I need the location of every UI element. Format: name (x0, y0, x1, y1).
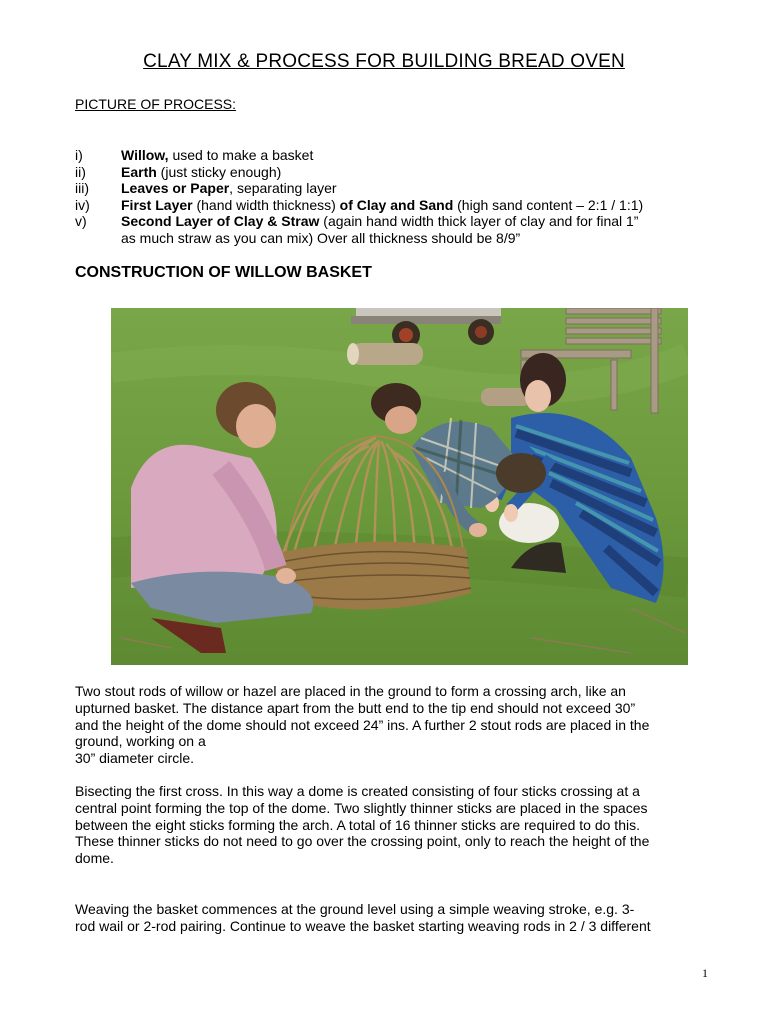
item-text: (high sand content – 2:1 / 1:1) (453, 196, 644, 213)
paragraph-line: and the height of the dome should not exceed 24” ins. A further 2 stout rods are placed in the (75, 716, 650, 733)
paragraph-line: Bisecting the first cross. In this way a dome is created consisting of four sticks crossing at a (75, 783, 640, 799)
paragraph-line: between the eight sticks forming the arch. A total of 16 thinner sticks are required to do this. (75, 816, 640, 833)
document-title: CLAY MIX & PROCESS FOR BUILDING BREAD OVEN (143, 51, 625, 72)
list-number: iv) (75, 196, 90, 213)
page-number: 1 (702, 966, 708, 980)
materials-list (75, 147, 715, 247)
paragraph-line: Two stout rods of willow or hazel are placed in the ground to form a crossing arch, like an (75, 683, 626, 699)
paragraph-line: 30” diameter circle. (75, 750, 195, 767)
item-text: (hand width thickness) (192, 196, 340, 213)
list-item (75, 180, 715, 197)
paragraph-line: upturned basket. The distance apart from the butt end to the tip end should not exceed 30” (75, 699, 636, 716)
paragraph-3 (75, 901, 715, 935)
list-item-continuation: as much straw as you can mix) Over all thickness should be 8/9” (121, 229, 521, 246)
list-number: iii) (75, 180, 89, 197)
list-item (75, 147, 715, 164)
item-bold: First Layer (121, 196, 193, 213)
item-bold: Willow, (121, 147, 169, 163)
paragraph-line: central point forming the top of the dome. Two slightly thinner sticks are placed in the spaces (75, 799, 648, 816)
item-text: , separating layer (229, 180, 337, 197)
paragraph-line: These thinner sticks do not need to go over the crossing point, only to reach the height of the (75, 833, 650, 850)
item-text: (just sticky enough) (156, 163, 282, 180)
paragraph-line: Weaving the basket commences at the ground level using a simple weaving stroke, e.g. 3- (75, 901, 635, 917)
item-text: (again hand width thick layer of clay and for final 1” (319, 213, 639, 230)
list-item (75, 197, 715, 214)
item-bold: of Clay and Sand (339, 196, 454, 213)
paragraph-line: ground, working on a (75, 733, 206, 750)
picture-heading: PICTURE OF PROCESS: (75, 96, 237, 112)
willow-basket-photo (111, 308, 688, 665)
item-bold: Earth (121, 163, 157, 180)
item-text: used to make a basket (168, 147, 314, 163)
paragraph-1 (75, 683, 715, 767)
item-bold: Leaves or Paper (121, 180, 230, 197)
paragraph-line: dome. (75, 850, 114, 867)
paragraph-line: rod wail or 2-rod pairing. Continue to weave the basket starting weaving rods in 2 / 3 different (75, 917, 651, 934)
list-item (75, 164, 715, 181)
list-number: ii) (75, 163, 86, 180)
item-bold: Second Layer of Clay & Straw (121, 213, 320, 230)
section-heading: CONSTRUCTION OF WILLOW BASKET (75, 264, 372, 281)
paragraph-2 (75, 783, 715, 867)
list-number: v) (75, 213, 87, 230)
list-item (75, 213, 715, 230)
list-number: i) (75, 147, 83, 163)
